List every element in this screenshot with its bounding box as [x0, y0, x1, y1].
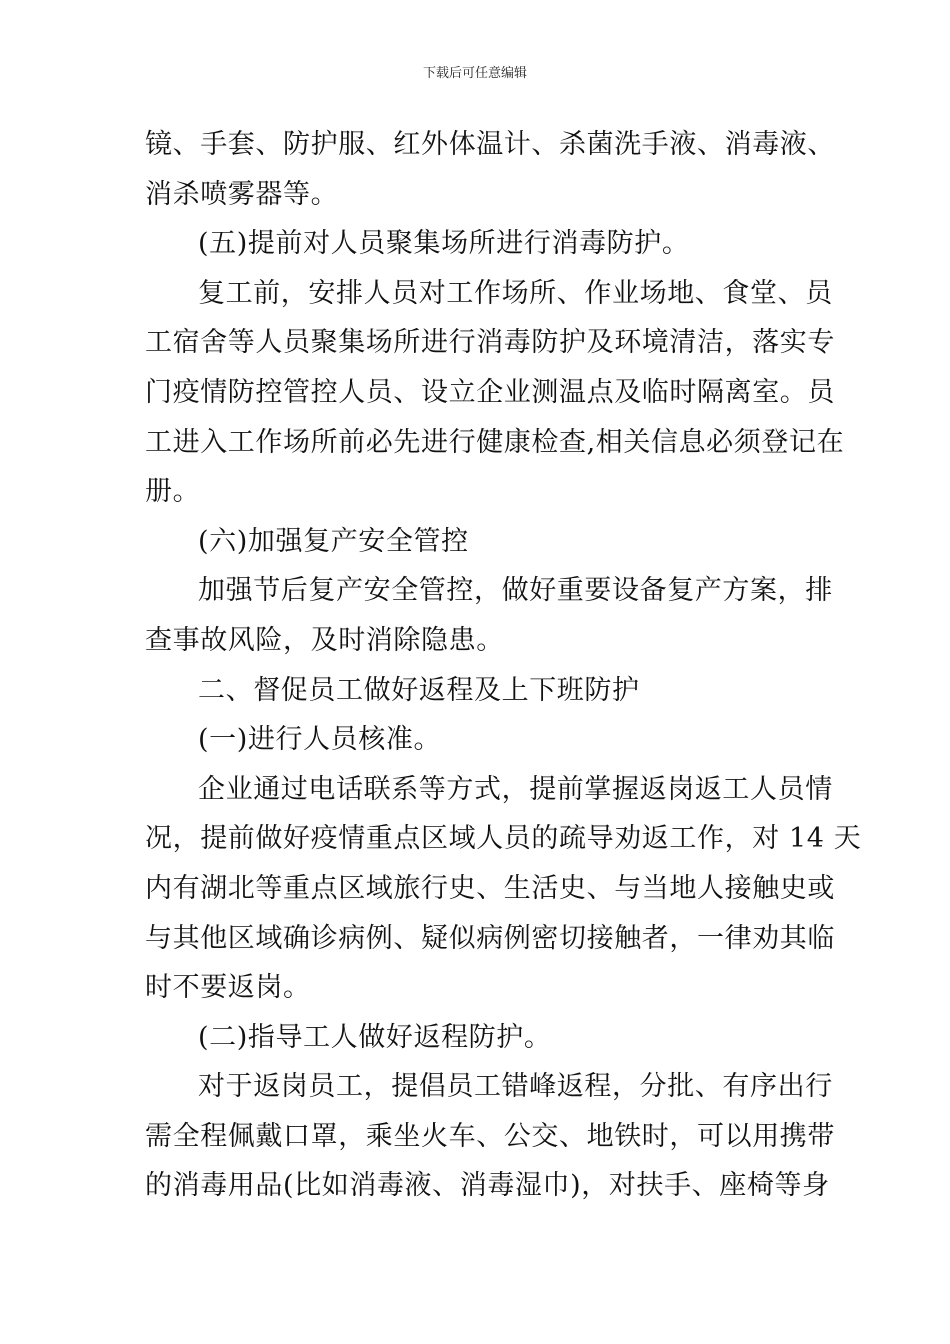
body-text-line: 消杀喷雾器等。 — [145, 178, 339, 210]
body-text-line: (六)加强复产安全管控 — [198, 525, 469, 557]
document-body — [145, 120, 862, 1211]
body-text-line: 加强节后复产安全管控，做好重要设备复产方案，排 — [198, 575, 833, 607]
body-text-line: 镜、手套、防护服、红外体温计、杀菌洗手液、消毒液、 — [145, 129, 835, 160]
body-text-line: (五)提前对人员聚集场所进行消毒防护。 — [198, 228, 690, 260]
body-text-line: 二、督促员工做好返程及上下班防护 — [198, 674, 640, 706]
body-text-line: (二)指导工人做好返程防护。 — [198, 1021, 552, 1053]
body-text-line: 时不要返岗。 — [145, 972, 311, 1004]
body-text-line: 门疫情防控管控人员、设立企业测温点及临时隔离室。员 — [145, 376, 835, 408]
body-text-line: 工宿舍等人员聚集场所进行消毒防护及环境清洁，落实专 — [145, 327, 835, 359]
body-text-line: 与其他区域确诊病例、疑似病例密切接触者，一律劝其临 — [145, 922, 835, 954]
body-text-line: 册。 — [145, 476, 201, 508]
body-text-line: 的消毒用品(比如消毒液、消毒湿巾)，对扶手、座椅等身 — [145, 1170, 830, 1202]
body-text-line: (一)进行人员核准。 — [198, 724, 442, 756]
body-text-line: 企业通过电话联系等方式，提前掌握返岗返工人员情 — [198, 773, 833, 805]
body-text-line: 查事故风险，及时消除隐患。 — [145, 624, 504, 656]
body-text-line: 需全程佩戴口罩，乘坐火车、公交、地铁时，可以用携带 — [145, 1120, 835, 1152]
body-text-line: 对于返岗员工，提倡员工错峰返程，分批、有序出行 — [198, 1071, 833, 1103]
body-text-line: 内有湖北等重点区域旅行史、生活史、与当地人接触史或 — [145, 872, 835, 904]
page-header-note: 下载后可任意编辑 — [422, 66, 527, 81]
body-text-line: 复工前，安排人员对工作场所、作业场地、食堂、员 — [198, 277, 833, 309]
body-text-line: 工进入工作场所前必先进行健康检查,相关信息必须登记在 — [145, 426, 845, 458]
body-text-line: 况，提前做好疫情重点区域人员的疏导劝返工作，对 14 天 — [145, 823, 862, 855]
